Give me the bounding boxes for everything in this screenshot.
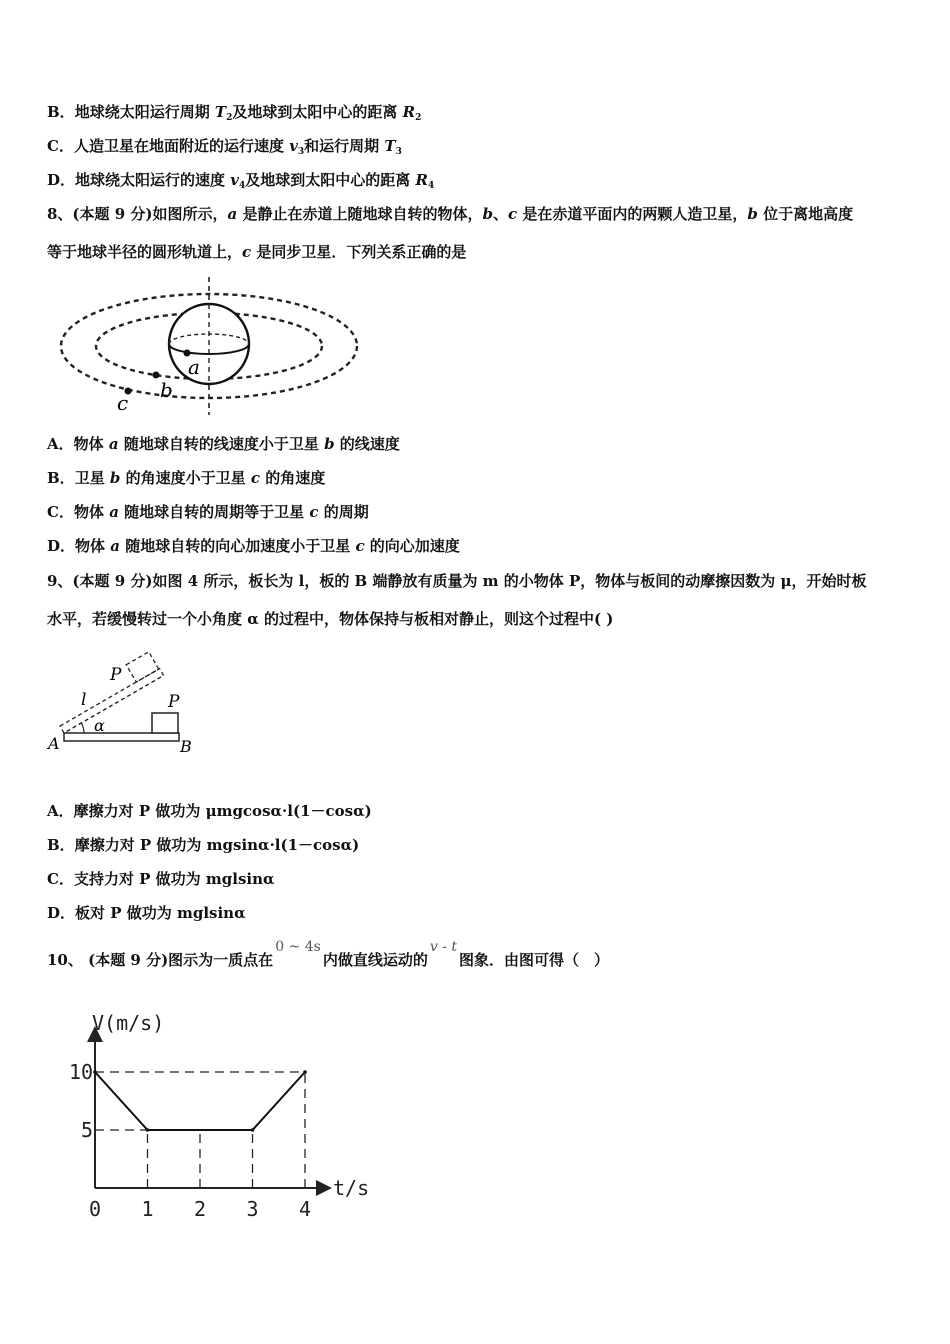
y-tick-10: 10 (69, 1060, 94, 1084)
q9-option-A[interactable]: A．摩擦力对 P 做功为 μmgcosα·l(1－cosα) (47, 802, 372, 820)
q9-stem-line1: 9、(本题 9 分)如图 4 所示，板长为 l，板的 B 端静放有质量为 m 的小物体 P，物体与板间的动摩擦因数为 μ，开始时板 (47, 572, 867, 590)
q9-option-C[interactable]: C．支持力对 P 做功为 mglsinα (47, 870, 275, 888)
x-tick-1: 1 (141, 1197, 154, 1221)
label-c: c (117, 391, 129, 415)
data-point (146, 1128, 150, 1132)
x-tick-4: 4 (299, 1197, 312, 1221)
q9-incline-figure (44, 645, 204, 760)
series-segment (253, 1072, 306, 1130)
label-alpha: α (94, 716, 105, 735)
q9-stem-line2: 水平，若缓慢转过一个小角度 α 的过程中，物体保持与板相对静止，则这个过程中( ) (47, 610, 614, 628)
y-axis-label: V(m/s) (92, 1011, 165, 1035)
q10-stem: 10、 (本题 9 分)图示为一质点在0 ~ 4s内做直线运动的v - t图象．由图可得（ ） (47, 939, 610, 969)
q8-stem-line1: 8、(本题 9 分)如图所示，a 是静止在赤道上随地球自转的物体，b、c 是在赤道平面内的两颗人造卫星，b 位于离地高度 (47, 205, 854, 223)
option-D-prev: D．地球绕太阳运行的速度 $v_4$及地球到太阳中心的距离 $R_4$ (47, 171, 435, 191)
q9-option-D[interactable]: D．板对 P 做功为 mglsinα (47, 904, 246, 922)
label-P-top: P (110, 665, 122, 685)
data-point (303, 1070, 307, 1074)
q8-option-A[interactable]: A．物体 a 随地球自转的线速度小于卫星 b 的线速度 (47, 435, 400, 453)
label-A: A (48, 734, 60, 753)
vt-chart (60, 1005, 390, 1225)
q8-option-C[interactable]: C．物体 a 随地球自转的周期等于卫星 c 的周期 (47, 503, 369, 521)
label-a: a (188, 355, 200, 379)
label-P-right: P (168, 692, 180, 712)
q8-option-B[interactable]: B．卫星 b 的角速度小于卫星 c 的角速度 (47, 469, 326, 487)
series-segment (95, 1072, 148, 1130)
label-l: l (81, 690, 87, 710)
x-tick-0: 0 (89, 1197, 102, 1221)
q8-stem-line2: 等于地球半径的圆形轨道上，c 是同步卫星．下列关系正确的是 (47, 243, 467, 261)
q9-option-B[interactable]: B．摩擦力对 P 做功为 mgsinα·l(1－cosα) (47, 836, 360, 854)
label-b: b (160, 378, 173, 402)
x-tick-3: 3 (246, 1197, 259, 1221)
inline-formula-range: 0 ~ 4s (275, 939, 321, 955)
x-tick-2: 2 (194, 1197, 207, 1221)
option-C-prev: C．人造卫星在地面附近的运行速度 $v_3$和运行周期 $T_3$ (47, 137, 402, 157)
y-tick-5: 5 (81, 1118, 94, 1142)
q8-orbit-figure (50, 275, 360, 420)
q8-option-D[interactable]: D．物体 a 随地球自转的向心加速度小于卫星 c 的向心加速度 (47, 537, 460, 555)
inline-formula-vt: v - t (429, 939, 458, 955)
option-B-prev: B．地球绕太阳运行周期 $T_2$及地球到太阳中心的距离 $R_2$ (47, 103, 422, 123)
label-B: B (180, 737, 192, 756)
data-point (93, 1070, 97, 1074)
data-point (251, 1128, 255, 1132)
x-axis-label: t/s (333, 1176, 370, 1200)
